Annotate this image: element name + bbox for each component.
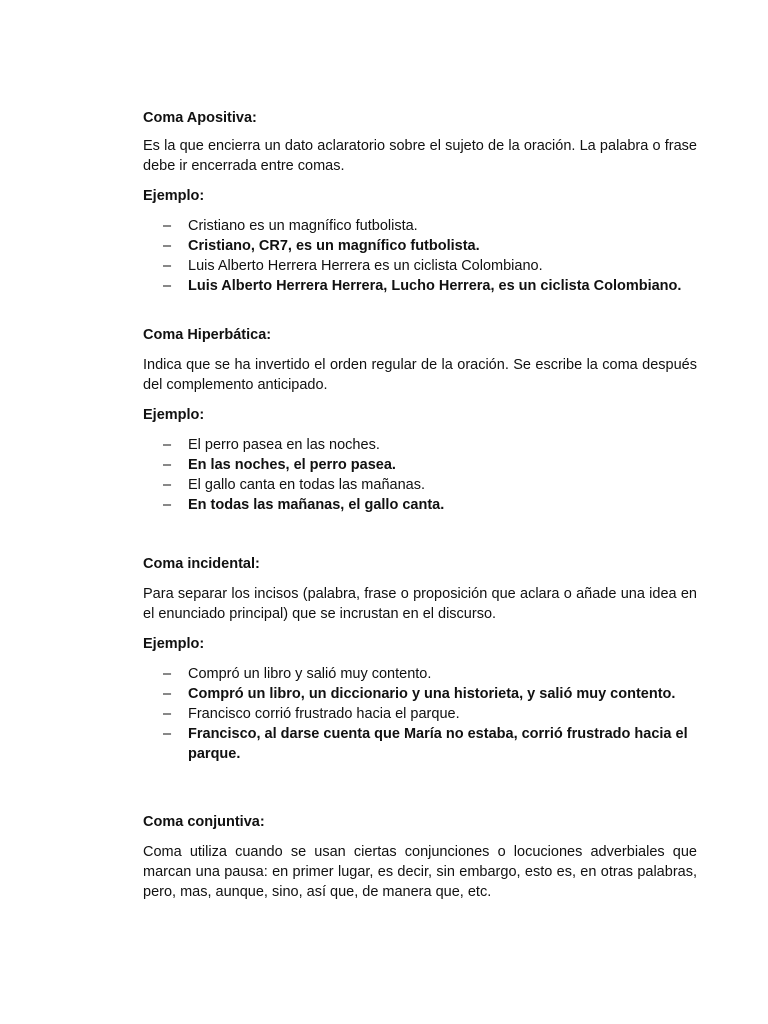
section-description: Coma utiliza cuando se usan ciertas conjunciones o locuciones adverbiales que marcan una pausa: en primer lugar, es decir, sin embargo, esto es, en otras palabras, pero, mas, aunque, sino, así que, de manera que, etc. [143,844,697,900]
example-text: Compró un libro y salió muy contento. [188,666,432,682]
dash-bullet: – [163,278,172,294]
example-list [143,435,697,515]
example-text: Compró un libro, un diccionario y una historieta, y salió muy contento. [188,686,676,702]
example-item [143,276,697,296]
section-coma-apositiva [143,108,697,296]
example-list [143,216,697,296]
dash-bullet: – [163,686,172,702]
dash-bullet: – [163,258,172,274]
section-heading: Coma Hiperbática: [143,327,272,343]
example-label: Ejemplo: [143,188,205,204]
example-label: Ejemplo: [143,636,205,652]
section-coma-conjuntiva [143,812,697,902]
section-heading: Coma Apositiva: [143,110,257,126]
dash-bullet: – [163,666,172,682]
dash-bullet: – [163,477,172,493]
example-text: Luis Alberto Herrera Herrera es un ciclista Colombiano. [188,258,543,274]
example-text: En las noches, el perro pasea. [188,457,396,473]
example-text: El gallo canta en todas las mañanas. [188,477,425,493]
dash-bullet: – [163,457,172,473]
example-item [143,455,697,475]
example-text: En todas las mañanas, el gallo canta. [188,497,445,513]
example-text: Cristiano, CR7, es un magnífico futbolista. [188,238,480,254]
example-item [143,664,697,684]
example-item [143,704,697,724]
dash-bullet: – [163,726,172,742]
example-item [143,216,697,236]
example-label: Ejemplo: [143,407,205,423]
example-item [143,435,697,455]
section-coma-incidental [143,554,697,764]
example-item [143,256,697,276]
example-list [143,664,697,764]
document-page [143,108,697,902]
section-heading: Coma incidental: [143,556,260,572]
section-description: Indica que se ha invertido el orden regular de la oración. Se escribe la coma después del complemento anticipado. [143,357,697,393]
example-item [143,236,697,256]
section-heading: Coma conjuntiva: [143,814,265,830]
example-text: El perro pasea en las noches. [188,437,380,453]
dash-bullet: – [163,706,172,722]
example-item [143,724,697,764]
example-item [143,475,697,495]
section-description: Para separar los incisos (palabra, frase o proposición que aclara o añade una idea en el enunciado principal) que se incrustan en el discurso. [143,586,697,622]
dash-bullet: – [163,437,172,453]
dash-bullet: – [163,218,172,234]
example-item [143,684,697,704]
example-text: Luis Alberto Herrera Herrera, Lucho Herrera, es un ciclista Colombiano. [188,278,682,294]
dash-bullet: – [163,497,172,513]
example-text: Francisco, al darse cuenta que María no estaba, corrió frustrado hacia el parque. [188,726,688,762]
example-item [143,495,697,515]
section-description: Es la que encierra un dato aclaratorio sobre el sujeto de la oración. La palabra o frase debe ir encerrada entre comas. [143,138,697,174]
dash-bullet: – [163,238,172,254]
example-text: Cristiano es un magnífico futbolista. [188,218,418,234]
section-coma-hiperbatica [143,325,697,515]
example-text: Francisco corrió frustrado hacia el parque. [188,706,460,722]
